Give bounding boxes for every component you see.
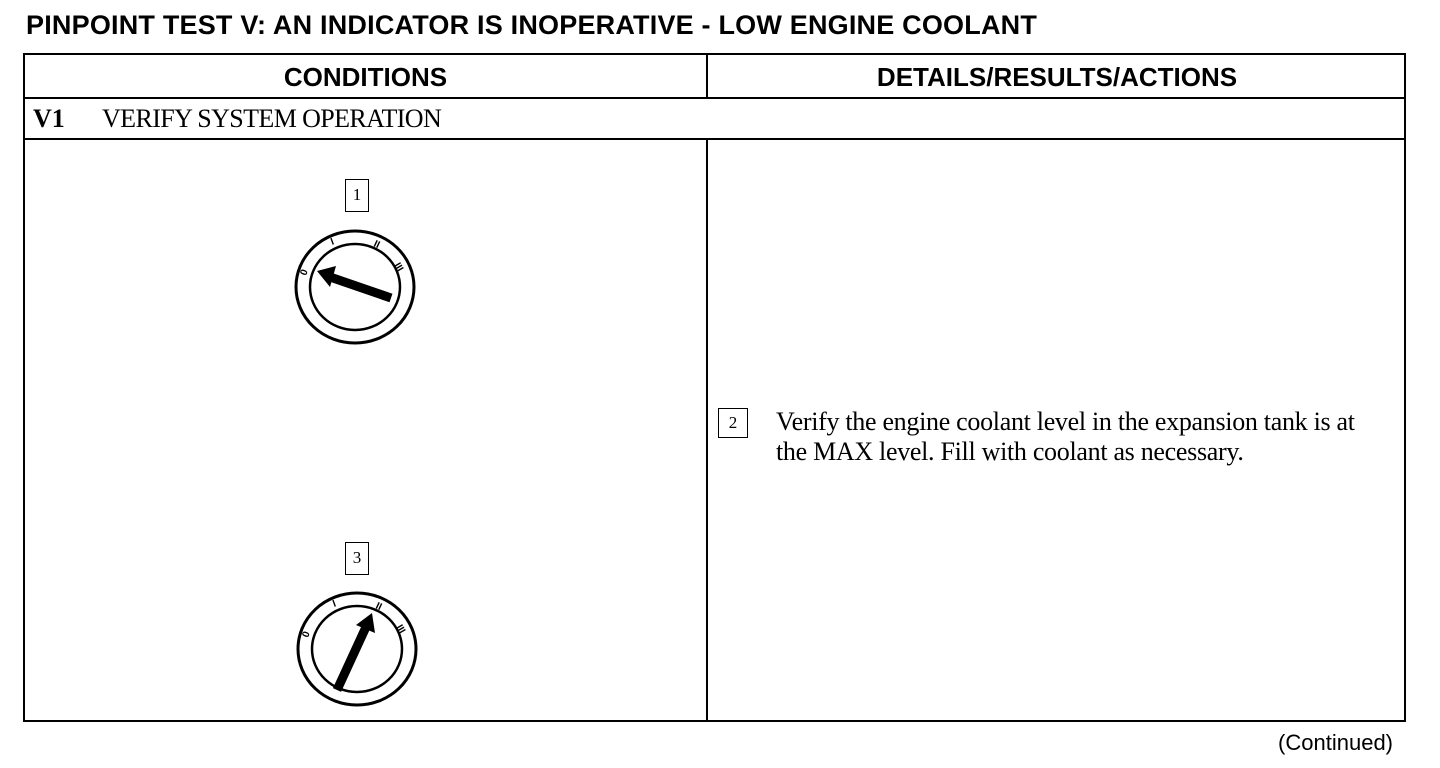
- column-divider: [706, 140, 708, 722]
- header-divider: [706, 55, 708, 97]
- svg-text:III: III: [391, 261, 406, 274]
- svg-text:0: 0: [300, 630, 313, 640]
- step-id: V1: [33, 104, 65, 133]
- page-title: PINPOINT TEST V: AN INDICATOR IS INOPERATIVE - LOW ENGINE COOLANT: [26, 10, 1038, 40]
- pinpoint-test-table: [23, 53, 1406, 722]
- conditions-header: CONDITIONS: [283, 62, 448, 92]
- continued-note: (Continued): [1278, 730, 1393, 755]
- ignition-switch-icon-position-2: [292, 587, 422, 712]
- step-2-instruction: Verify the engine coolant level in the expansion tank is at the MAX level. Fill with coolant as necessary.: [776, 407, 1355, 466]
- step-2-label: 2: [718, 408, 748, 438]
- svg-text:II: II: [371, 238, 382, 252]
- step-title: VERIFY SYSTEM OPERATION: [102, 104, 442, 133]
- table-header-row: [25, 55, 1404, 99]
- svg-text:I: I: [331, 598, 338, 610]
- figure-1-label: 1: [345, 179, 369, 212]
- svg-text:III: III: [393, 623, 408, 636]
- ignition-switch-icon-position-0: [290, 225, 420, 350]
- details-header: DETAILS/RESULTS/ACTIONS: [876, 62, 1238, 92]
- svg-text:0: 0: [298, 268, 311, 278]
- svg-text:I: I: [329, 236, 336, 248]
- svg-text:II: II: [373, 600, 384, 614]
- step-row: [25, 99, 1404, 140]
- figure-3-label: 3: [345, 542, 369, 575]
